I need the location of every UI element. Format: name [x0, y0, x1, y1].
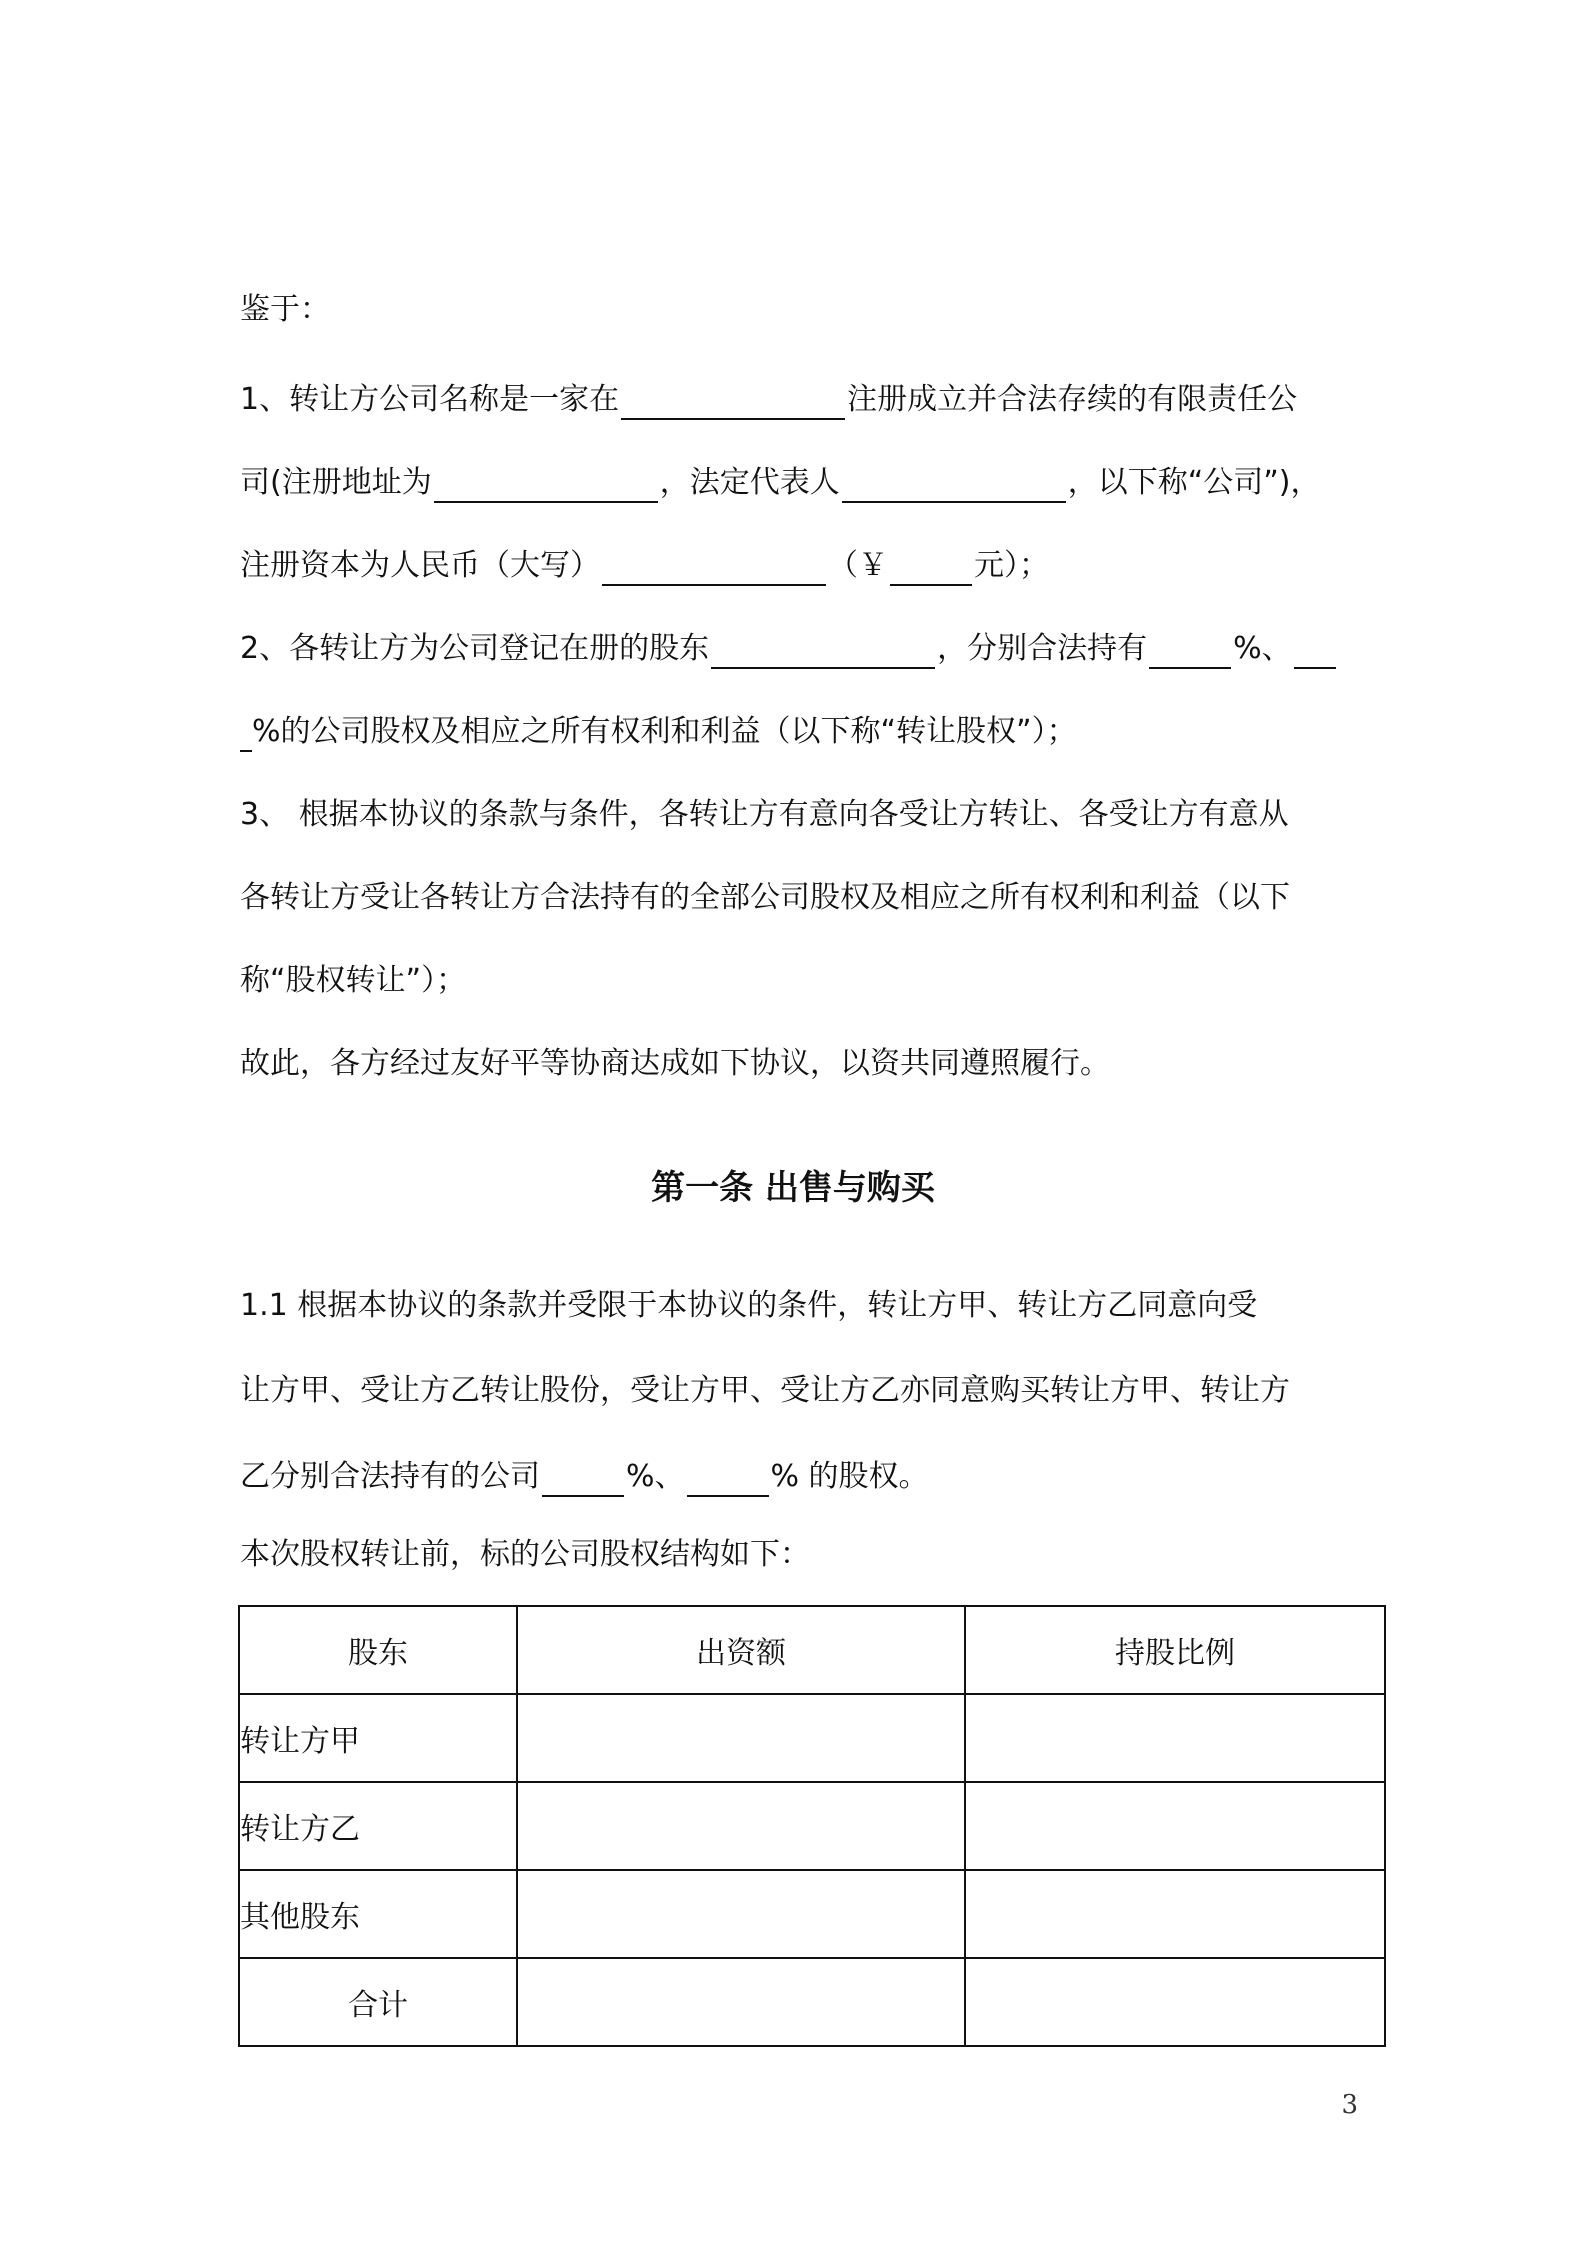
cell-capital: [517, 1782, 965, 1870]
conclusion-text: 故此，各方经过友好平等协商达成如下协议，以资共同遵照履行。: [240, 1046, 1110, 1081]
clause1-text-b: 注册成立并合法存续的有限责任公: [847, 382, 1298, 417]
blank-registered-address: [434, 467, 658, 503]
cell-ratio: [965, 1782, 1385, 1870]
clause1-line1: [240, 380, 1297, 420]
clause2-text-b: ，分别合法持有: [937, 631, 1148, 666]
cell-shareholder: 其他股东: [239, 1870, 517, 1958]
table-header-row: [239, 1606, 1385, 1694]
clause3-line1: 3、 根据本协议的条款与条件，各转让方有意向各受让方转让、各受让方有意从: [240, 797, 1289, 832]
blank-shareholders: [711, 633, 935, 669]
clause3-line3: 称“股权转让”）；: [240, 963, 467, 998]
clause1-text-f: 注册资本为人民币（大写）: [240, 548, 600, 583]
cell-total-ratio: [965, 1958, 1385, 2046]
clause2-line2: [240, 712, 1077, 752]
article1-p1-line3: [240, 1457, 929, 1497]
clause1-text-d: ，法定代表人: [659, 465, 840, 500]
blank-percent-1: [1149, 633, 1231, 669]
cell-capital: [517, 1870, 965, 1958]
cell-capital: [517, 1694, 965, 1782]
clause3-line2: 各转让方受让各转让方合法持有的全部公司股权及相应之所有权利和利益（以下: [240, 880, 1290, 915]
cell-ratio: [965, 1694, 1385, 1782]
blank-transfer-percent-1: [542, 1461, 624, 1497]
article1-p1-line2: 让方甲、受让方乙转让股份，受让方甲、受让方乙亦同意购买转让方甲、转让方: [240, 1373, 1290, 1408]
cell-shareholder: 转让方甲: [239, 1694, 517, 1782]
clause2-line1: [240, 629, 1338, 669]
intro-text: 鉴于：: [240, 292, 330, 327]
clause1-text-g: （￥: [828, 548, 888, 583]
equity-structure-table: [238, 1605, 1386, 2047]
clause1-line3: [240, 546, 1049, 586]
clause2-text-a: 2、各转让方为公司登记在册的股东: [240, 631, 710, 666]
article1-text-a: 乙分别合法持有的公司: [240, 1459, 540, 1494]
table-total-row: [239, 1958, 1385, 2046]
cell-shareholder: 转让方乙: [239, 1782, 517, 1870]
clause1-text-h: 元）；: [974, 548, 1049, 583]
blank-percent-2-cont: [240, 716, 252, 752]
header-capital: 出资额: [517, 1606, 965, 1694]
clause1-text-c: 司(注册地址为: [240, 465, 432, 500]
clause2-text-c: %、: [1233, 631, 1292, 666]
table-row: [239, 1870, 1385, 1958]
table-row: [239, 1694, 1385, 1782]
header-ratio: 持股比例: [965, 1606, 1385, 1694]
cell-ratio: [965, 1870, 1385, 1958]
cell-total-label: 合计: [239, 1958, 517, 2046]
article1-p1-line1: 1.1 根据本协议的条款并受限于本协议的条件，转让方甲、转让方乙同意向受: [240, 1288, 1258, 1323]
blank-percent-2: [1294, 633, 1336, 669]
clause1-text-a: 1、转让方公司名称是一家在: [240, 382, 620, 417]
cell-total-capital: [517, 1958, 965, 2046]
page-number: 3: [1341, 2090, 1358, 2120]
structure-intro: 本次股权转让前，标的公司股权结构如下：: [240, 1537, 810, 1572]
article1-text-c: % 的股权。: [770, 1459, 929, 1494]
clause1-line2: [240, 463, 1321, 503]
blank-legal-representative: [842, 467, 1066, 503]
blank-capital-amount: [890, 550, 972, 586]
article1-title: 第一条 出售与购买: [651, 1168, 935, 1208]
table-row: [239, 1782, 1385, 1870]
blank-registration-place: [621, 384, 845, 420]
article1-text-b: %、: [626, 1459, 685, 1494]
blank-transfer-percent-2: [687, 1461, 769, 1497]
blank-capital-words: [602, 550, 826, 586]
clause2-text-d: %的公司股权及相应之所有权利和利益（以下称“转让股权”）；: [252, 714, 1077, 749]
clause1-text-e: ，以下称“公司”)，: [1067, 465, 1321, 500]
header-shareholder: 股东: [239, 1606, 517, 1694]
